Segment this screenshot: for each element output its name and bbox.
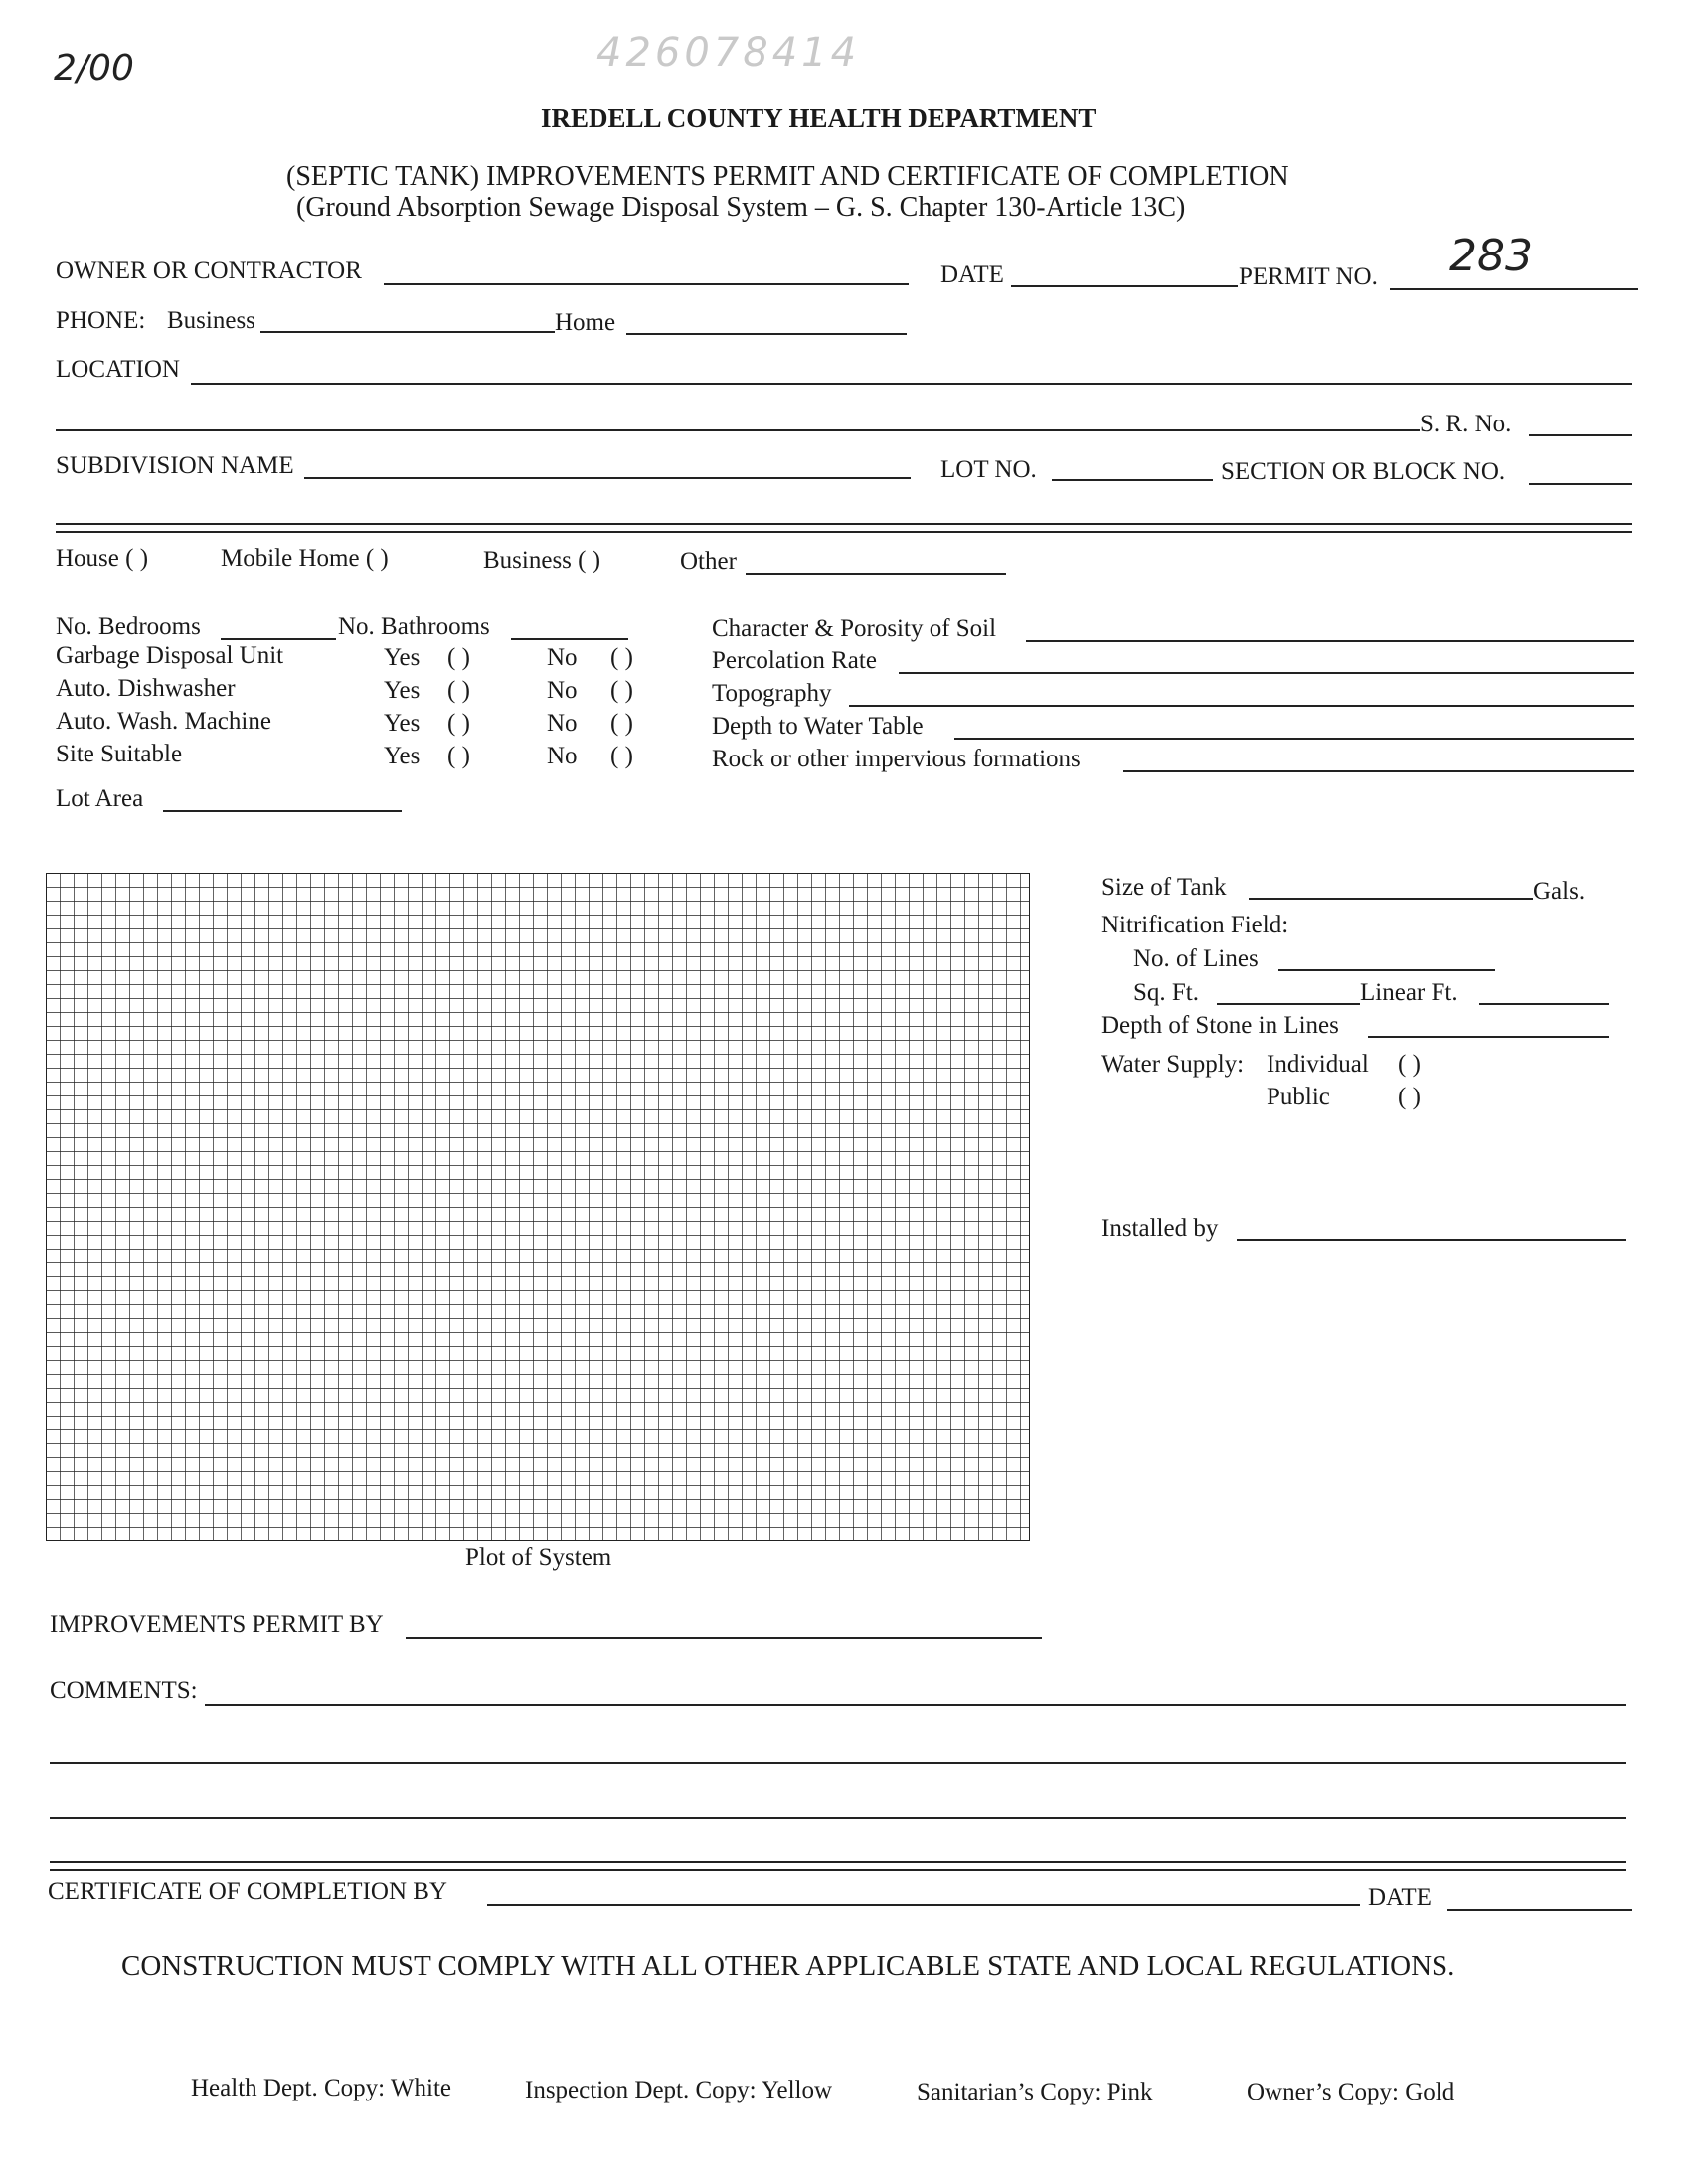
- no-lines-label: No. of Lines: [1133, 945, 1259, 972]
- phone-home-label: Home: [555, 309, 616, 336]
- water-individual-checkbox[interactable]: ( ): [1398, 1051, 1421, 1078]
- lot-area-field[interactable]: [163, 810, 402, 812]
- topography-field[interactable]: [849, 705, 1634, 707]
- improvements-permit-by-label: IMPROVEMENTS PERMIT BY: [50, 1611, 384, 1638]
- no-label: No: [547, 644, 578, 671]
- business-option[interactable]: Business ( ): [483, 547, 601, 574]
- yes-checkbox[interactable]: ( ): [447, 644, 470, 671]
- no-label: No: [547, 710, 578, 737]
- permit-number-handwritten: 283: [1449, 231, 1533, 281]
- lot-no-field[interactable]: [1052, 479, 1213, 481]
- divider-rule-4: [50, 1869, 1626, 1871]
- bathrooms-label: No. Bathrooms: [338, 613, 490, 640]
- permit-no-field[interactable]: [1390, 288, 1638, 290]
- percolation-rate-field[interactable]: [899, 672, 1634, 674]
- rock-formations-label: Rock or other impervious formations: [712, 746, 1081, 772]
- copy-sanitarian: Sanitarian’s Copy: Pink: [917, 2079, 1153, 2105]
- yes-label: Yes: [384, 710, 421, 737]
- yes-checkbox[interactable]: ( ): [447, 710, 470, 737]
- soil-porosity-label: Character & Porosity of Soil: [712, 615, 997, 642]
- date-field[interactable]: [1011, 285, 1238, 287]
- appliance-row-label: Garbage Disposal Unit: [56, 642, 284, 669]
- no-checkbox[interactable]: ( ): [610, 677, 633, 704]
- water-public-checkbox[interactable]: ( ): [1398, 1084, 1421, 1110]
- depth-stone-field[interactable]: [1368, 1036, 1609, 1038]
- yes-checkbox[interactable]: ( ): [447, 743, 470, 769]
- owner-label: OWNER OR CONTRACTOR: [56, 257, 362, 284]
- yes-label: Yes: [384, 677, 421, 704]
- subdivision-label: SUBDIVISION NAME: [56, 452, 294, 479]
- house-option[interactable]: House ( ): [56, 545, 149, 572]
- no-checkbox[interactable]: ( ): [610, 644, 633, 671]
- bedrooms-label: No. Bedrooms: [56, 613, 201, 640]
- owner-field[interactable]: [384, 283, 909, 285]
- copy-inspection-dept: Inspection Dept. Copy: Yellow: [525, 2077, 833, 2103]
- comments-label: COMMENTS:: [50, 1677, 198, 1704]
- linear-ft-label: Linear Ft.: [1360, 979, 1458, 1006]
- copy-owner: Owner’s Copy: Gold: [1247, 2079, 1455, 2105]
- copy-health-dept: Health Dept. Copy: White: [191, 2075, 451, 2101]
- depth-stone-label: Depth of Stone in Lines: [1101, 1012, 1339, 1039]
- bedrooms-field[interactable]: [221, 638, 336, 640]
- location-label: LOCATION: [56, 356, 180, 383]
- no-lines-field[interactable]: [1278, 969, 1495, 971]
- lot-no-label: LOT NO.: [940, 456, 1037, 483]
- divider-rule-2: [56, 531, 1632, 533]
- no-label: No: [547, 677, 578, 704]
- water-supply-label: Water Supply:: [1101, 1051, 1245, 1078]
- no-checkbox[interactable]: ( ): [610, 710, 633, 737]
- depth-water-table-label: Depth to Water Table: [712, 713, 924, 740]
- divider-rule-1: [56, 523, 1632, 525]
- section-block-field[interactable]: [1529, 483, 1632, 485]
- depth-water-table-field[interactable]: [954, 738, 1634, 740]
- section-block-label: SECTION OR BLOCK NO.: [1221, 458, 1506, 485]
- water-public-label: Public: [1267, 1084, 1330, 1110]
- installed-by-label: Installed by: [1101, 1215, 1219, 1242]
- sq-ft-label: Sq. Ft.: [1133, 979, 1200, 1006]
- nitrification-label: Nitrification Field:: [1101, 912, 1289, 938]
- date-label: DATE: [940, 261, 1004, 288]
- other-label: Other: [680, 548, 737, 575]
- lot-area-label: Lot Area: [56, 785, 144, 812]
- bathrooms-field[interactable]: [511, 638, 628, 640]
- divider-rule-3: [50, 1861, 1626, 1863]
- certificate-by-field[interactable]: [487, 1904, 1360, 1906]
- linear-ft-field[interactable]: [1479, 1003, 1609, 1005]
- comments-field-2[interactable]: [50, 1762, 1626, 1764]
- comments-field-1[interactable]: [205, 1704, 1626, 1706]
- gals-label: Gals.: [1533, 878, 1586, 905]
- sr-no-label: S. R. No.: [1420, 411, 1512, 437]
- phone-business-field[interactable]: [260, 331, 555, 333]
- size-of-tank-label: Size of Tank: [1101, 874, 1227, 901]
- faint-stamp-number: 426078414: [596, 30, 861, 76]
- no-checkbox[interactable]: ( ): [610, 743, 633, 769]
- water-individual-label: Individual: [1267, 1051, 1369, 1078]
- appliance-row-label: Auto. Wash. Machine: [56, 708, 271, 735]
- form-subtitle: (Ground Absorption Sewage Disposal System – G. S. Chapter 130-Article 13C): [296, 192, 1186, 223]
- sq-ft-field[interactable]: [1217, 1003, 1360, 1005]
- compliance-notice: CONSTRUCTION MUST COMPLY WITH ALL OTHER APPLICABLE STATE AND LOCAL REGULATIONS.: [121, 1950, 1455, 1982]
- certificate-date-label: DATE: [1368, 1884, 1432, 1911]
- department-name: IREDELL COUNTY HEALTH DEPARTMENT: [541, 103, 1097, 133]
- phone-business-label: Business: [167, 307, 255, 334]
- form-title: (SEPTIC TANK) IMPROVEMENTS PERMIT AND CERTIFICATE OF COMPLETION: [286, 161, 1289, 192]
- mobile-home-option[interactable]: Mobile Home ( ): [221, 545, 389, 572]
- sr-no-field[interactable]: [1529, 434, 1632, 436]
- comments-field-3[interactable]: [50, 1817, 1626, 1819]
- topography-label: Topography: [712, 680, 832, 707]
- appliance-row-label: Site Suitable: [56, 741, 183, 767]
- subdivision-field[interactable]: [304, 477, 911, 479]
- percolation-rate-label: Percolation Rate: [712, 647, 877, 674]
- rock-formations-field[interactable]: [1123, 770, 1634, 772]
- yes-checkbox[interactable]: ( ): [447, 677, 470, 704]
- no-label: No: [547, 743, 578, 769]
- yes-label: Yes: [384, 644, 421, 671]
- certificate-by-label: CERTIFICATE OF COMPLETION BY: [48, 1878, 447, 1905]
- location-field-2[interactable]: [56, 429, 1420, 431]
- phone-home-field[interactable]: [626, 333, 907, 335]
- soil-porosity-field[interactable]: [1026, 640, 1634, 642]
- plot-caption: Plot of System: [465, 1544, 612, 1571]
- location-field[interactable]: [191, 383, 1632, 385]
- permit-no-label: PERMIT NO.: [1239, 263, 1378, 290]
- plot-grid[interactable]: [46, 873, 1030, 1541]
- certificate-date-field[interactable]: [1447, 1909, 1632, 1911]
- installed-by-field[interactable]: [1237, 1239, 1626, 1241]
- appliance-row-label: Auto. Dishwasher: [56, 675, 236, 702]
- size-of-tank-field[interactable]: [1249, 898, 1533, 900]
- corner-note: 2/00: [54, 48, 134, 88]
- yes-label: Yes: [384, 743, 421, 769]
- improvements-permit-by-field[interactable]: [406, 1637, 1042, 1639]
- other-field[interactable]: [746, 573, 1006, 575]
- phone-label: PHONE:: [56, 307, 146, 334]
